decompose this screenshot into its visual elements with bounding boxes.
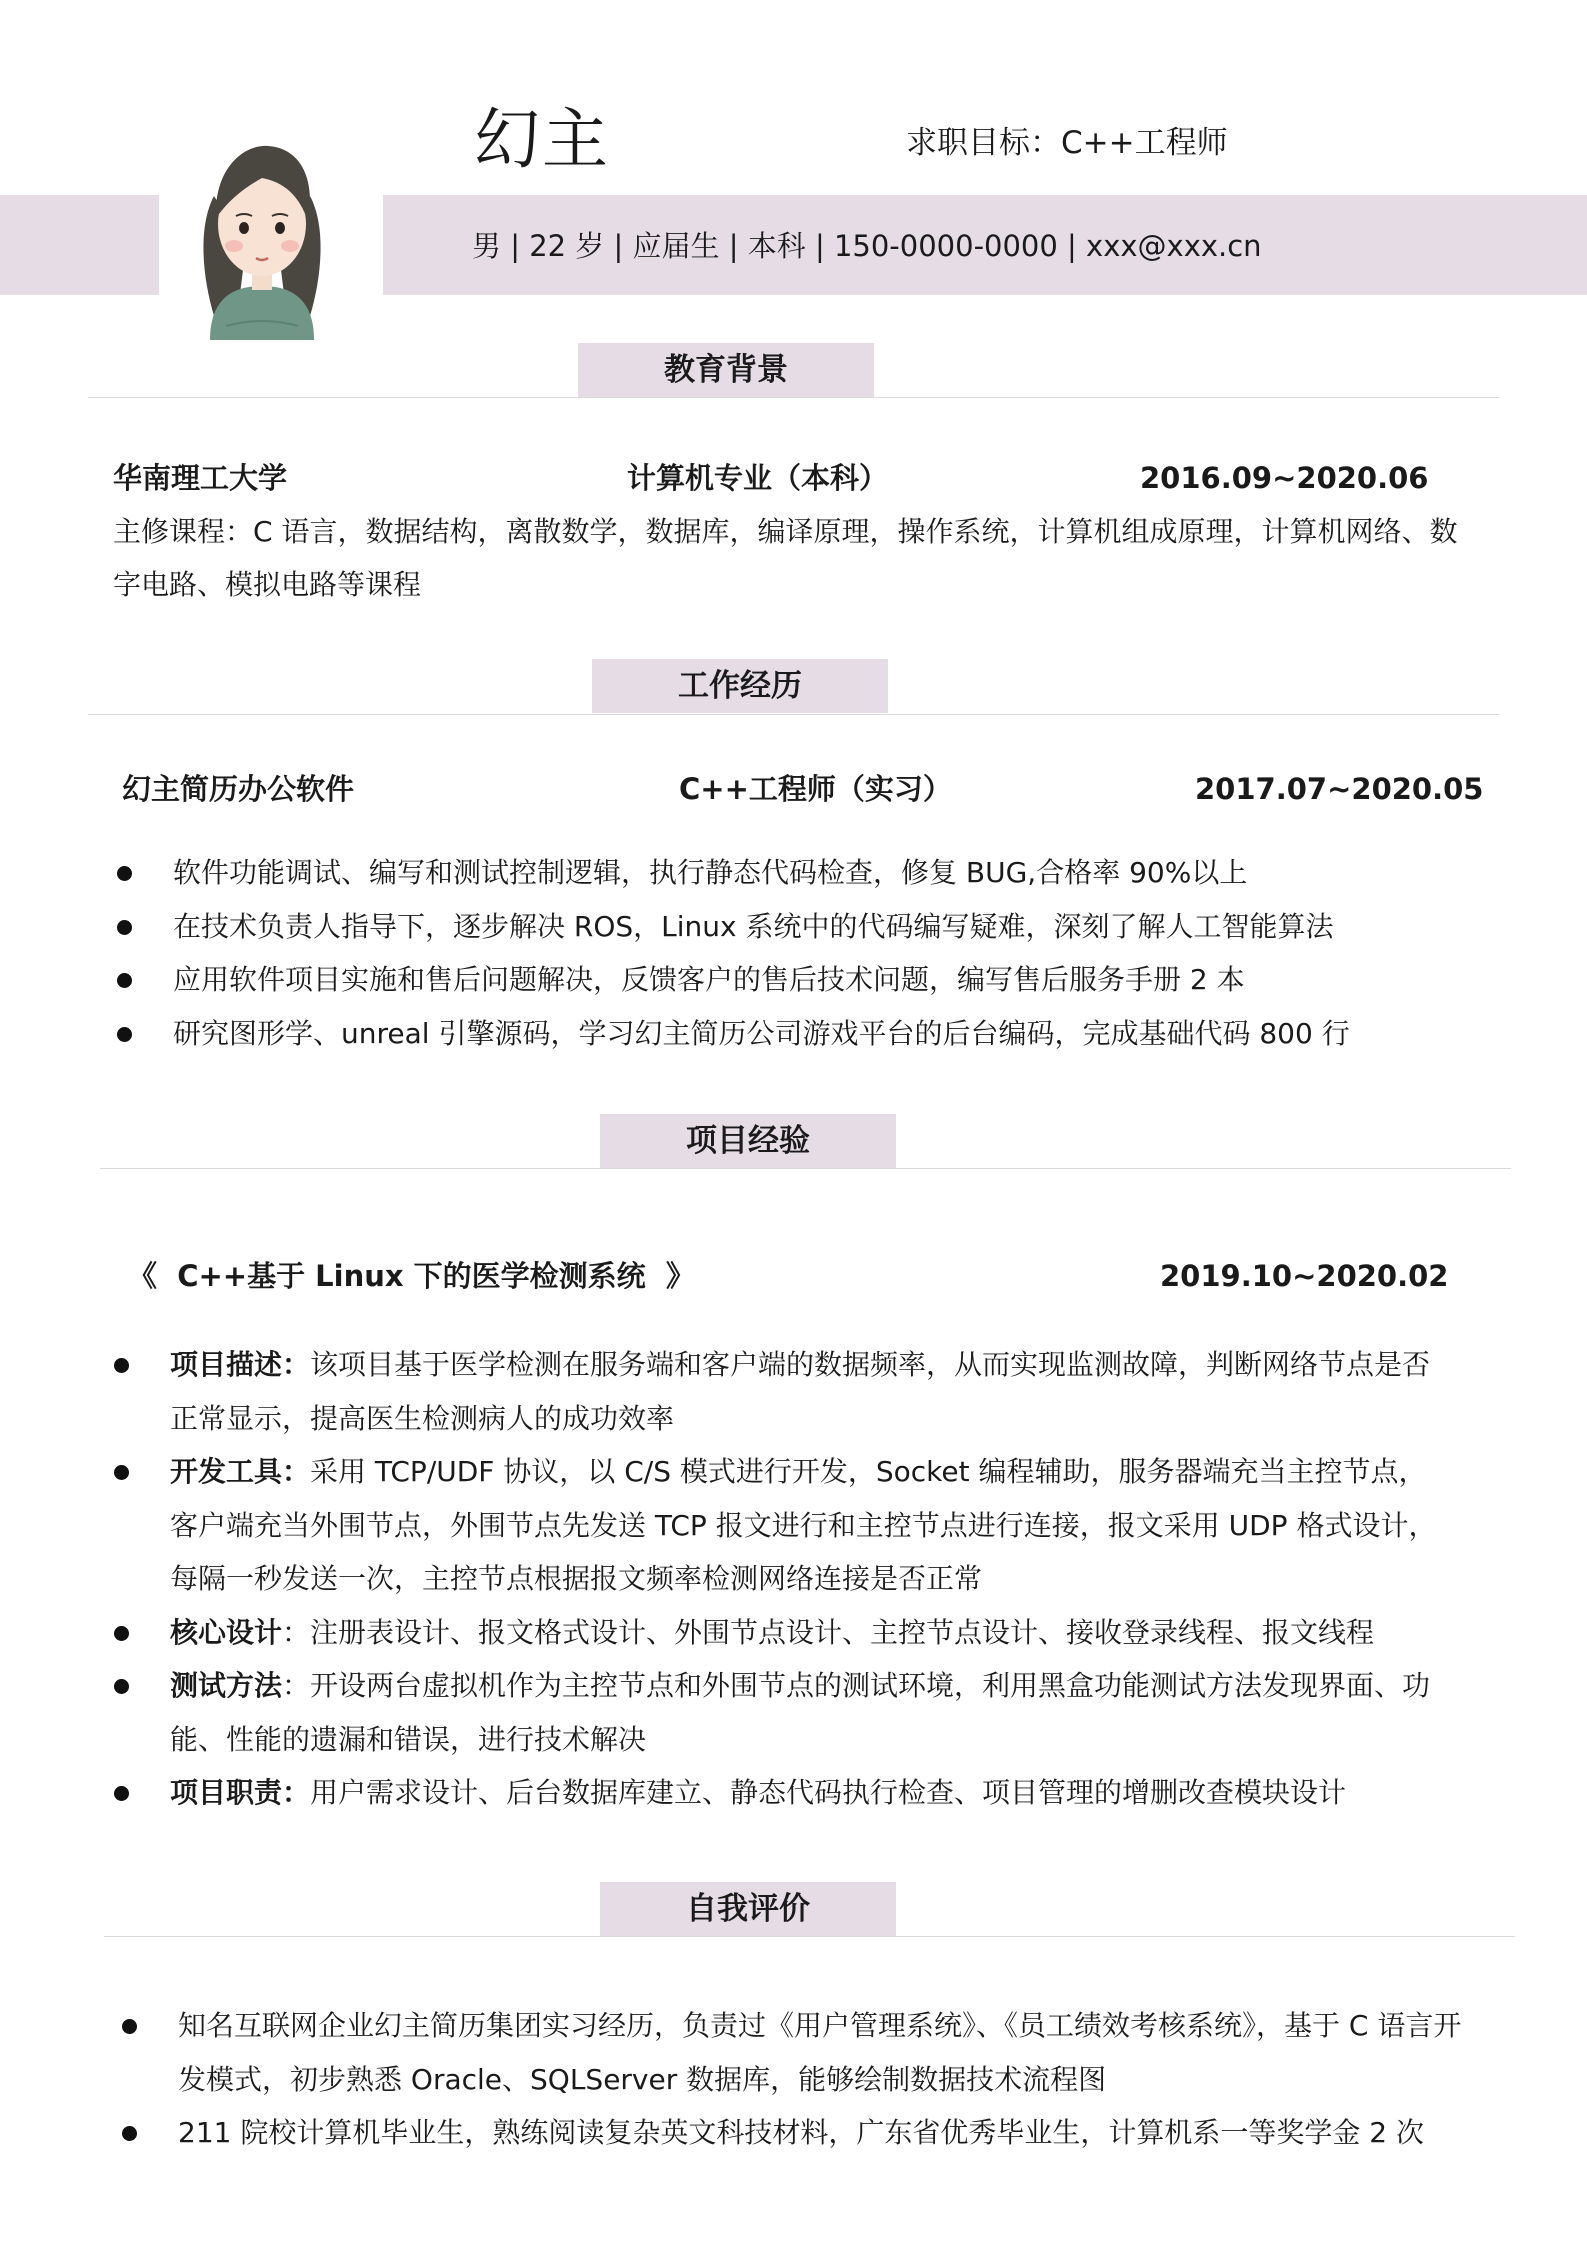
candidate-name: 幻主 [474, 101, 610, 178]
item-label: 测试方法 [170, 1669, 283, 1702]
item-text: ：开设两台虚拟机作为主控节点和外围节点的测试环境，利用黑盒功能测试方法发现界面、功能、性能的遗漏和错误，进行技术解决 [170, 1669, 1431, 1756]
header-band-left [0, 195, 159, 295]
item-label: 项目描述： [170, 1348, 311, 1381]
list-item: 211 院校计算机毕业生，熟练阅读复杂英文科技材料，广东省优秀毕业生，计算机系一等奖学金 2 次 [178, 2106, 1478, 2160]
item-text: ：注册表设计、报文格式设计、外围节点设计、主控节点设计、接收登录线程、报文线程 [282, 1615, 1375, 1649]
list-item [170, 1445, 1440, 1606]
project-period: 2019.10~2020.02 [1160, 1259, 1449, 1293]
section-title-education: 教育背景 [578, 343, 874, 397]
work-period: 2017.07~2020.05 [1195, 772, 1484, 806]
list-item: 软件功能调试、编写和测试控制逻辑，执行静态代码检查，修复 BUG,合格率 90%以上 [173, 846, 1503, 900]
work-list [173, 846, 1503, 1060]
job-target-value: C++工程师 [1061, 125, 1228, 161]
work-role: C++工程师（实习） [679, 772, 952, 806]
project-name: 《 C++基于 Linux 下的医学检测系统 》 [128, 1259, 695, 1293]
section-rule-work [88, 714, 1499, 715]
section-rule-project [100, 1168, 1511, 1169]
item-label: 开发工具： [170, 1455, 311, 1488]
list-item: 应用软件项目实施和售后问题解决，反馈客户的售后技术问题，编写售后服务手册 2 本 [173, 953, 1503, 1007]
section-title-work: 工作经历 [592, 659, 888, 713]
list-item [170, 1606, 1440, 1660]
list-item: 在技术负责人指导下，逐步解决 ROS，Linux 系统中的代码编写疑难，深刻了解人工智能算法 [173, 900, 1503, 954]
education-period: 2016.09~2020.06 [1140, 461, 1429, 495]
job-target-label: 求职目标： [906, 125, 1061, 161]
personal-info: 男 | 22 岁 | 应届生 | 本科 | 150-0000-0000 | xxx@xxx.cn [472, 229, 1262, 263]
section-title-self: 自我评价 [600, 1882, 896, 1936]
work-company: 幻主简历办公软件 [122, 772, 355, 806]
item-label: 核心设计 [170, 1615, 283, 1649]
section-title-project: 项目经验 [600, 1114, 896, 1168]
job-target [906, 122, 1228, 164]
self-list [178, 1999, 1478, 2160]
education-courses: 主修课程：C 语言，数据结构，离散数学，数据库，编译原理，操作系统，计算机组成原理，计算机网络、数字电路、模拟电路等课程 [113, 515, 1458, 601]
list-item: 研究图形学、unreal 引擎源码，学习幻主简历公司游戏平台的后台编码，完成基础代码 800 行 [173, 1007, 1503, 1061]
list-item: 知名互联网企业幻主简历集团实习经历，负责过《用户管理系统》、《员工绩效考核系统》，基于 C 语言开发模式，初步熟悉 Oracle、SQLServer 数据库，能够绘制数据技术流程图 [178, 1999, 1478, 2106]
item-text: 用户需求设计、后台数据库建立、静态代码执行检查、项目管理的增删改查模块设计 [310, 1776, 1347, 1809]
avatar [196, 126, 328, 340]
list-item [170, 1659, 1440, 1766]
section-rule-education [88, 397, 1499, 398]
section-rule-self [104, 1936, 1515, 1937]
item-text: 该项目基于医学检测在服务端和客户端的数据频率，从而实现监测故障，判断网络节点是否正常显示，提高医生检测病人的成功效率 [170, 1348, 1431, 1435]
item-text: 采用 TCP/UDF 协议，以 C/S 模式进行开发，Socket 编程辅助，服务器端充当主控节点，客户端充当外围节点，外围节点先发送 TCP 报文进行和主控节点进行连接，报文采用 UDP 格式设计，每隔一秒发送一次，主控节点根据报文频率检测网络连接是否正常 [170, 1455, 1437, 1595]
item-label: 项目职责： [170, 1776, 311, 1809]
education-school: 华南理工大学 [113, 461, 288, 495]
education-major: 计算机专业（本科） [627, 461, 889, 495]
project-list [170, 1338, 1440, 1820]
list-item [170, 1338, 1440, 1445]
list-item [170, 1766, 1440, 1820]
